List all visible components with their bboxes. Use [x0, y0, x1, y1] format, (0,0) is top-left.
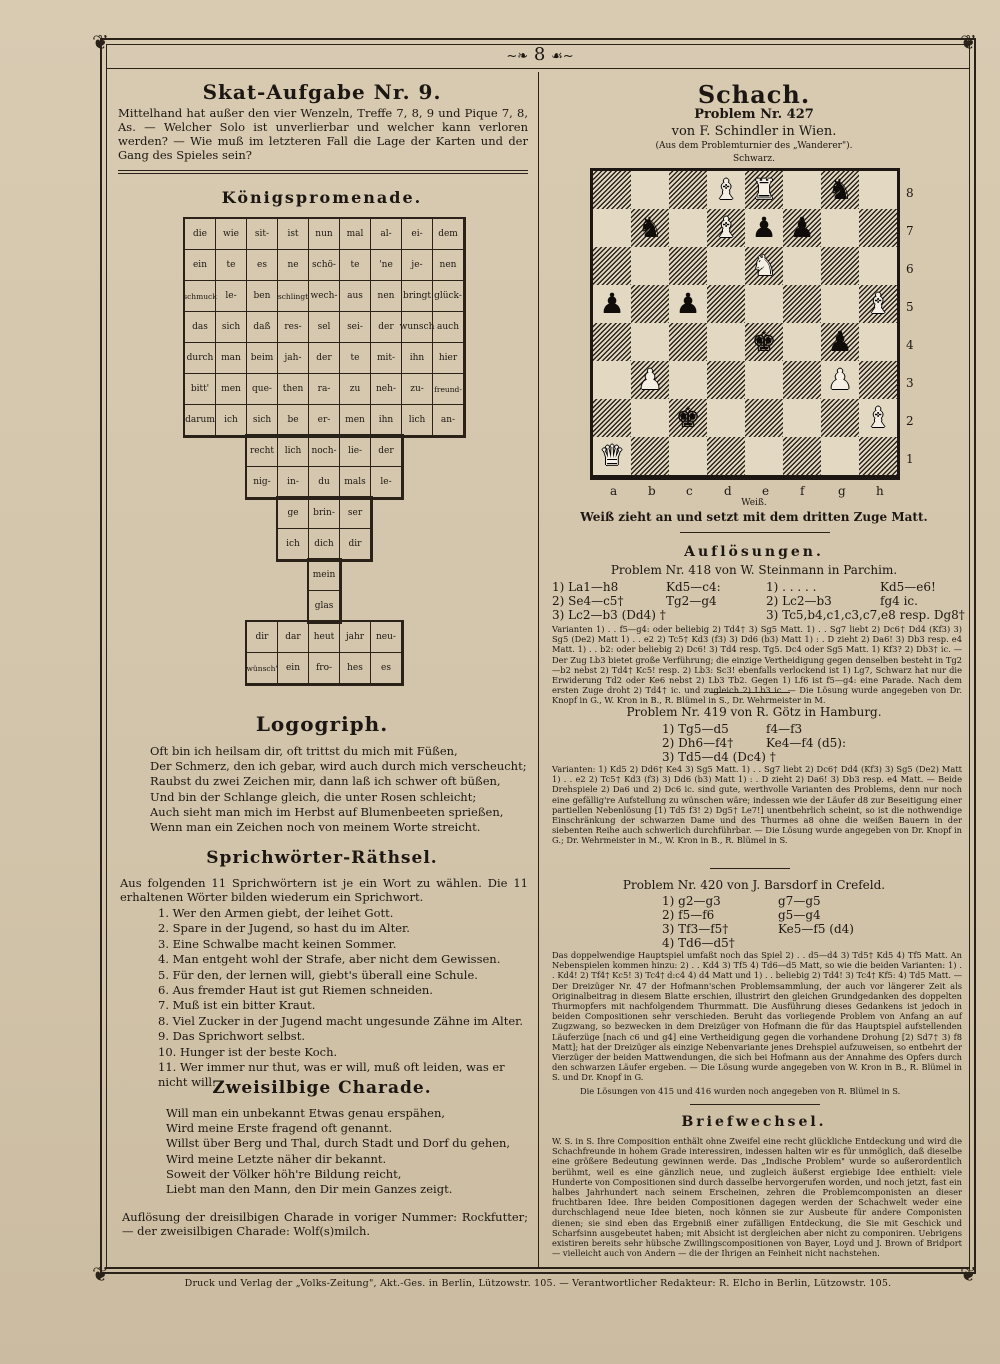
black-label: Schwarz.	[733, 154, 775, 164]
square-d3	[707, 361, 745, 399]
problem-source: (Aus dem Problemturnier des „Wanderer").	[655, 141, 853, 151]
solution-move: f4—f3	[766, 722, 803, 736]
square-g1	[821, 437, 859, 475]
chess-piece-c5-icon: ♟	[675, 287, 701, 320]
kp-cell: sit-	[246, 218, 278, 250]
sprichwort-item: 11. Wer immer nur thut, was er will, muß oft leiden, was er nicht will.	[158, 1060, 505, 1090]
sprichwort-item: 4. Man entgeht wohl der Strafe, aber nicht dem Gewissen.	[158, 952, 501, 967]
square-e4	[745, 323, 783, 361]
kp-cell: heut	[308, 621, 340, 653]
corner-ornament-icon: ❦	[960, 1262, 977, 1286]
square-f8	[783, 171, 821, 209]
kp-cell: nig-	[246, 466, 278, 498]
kp-cell: res-	[277, 311, 309, 343]
square-e1	[745, 437, 783, 475]
square-f1	[783, 437, 821, 475]
solution-move: fg4 ic.	[880, 594, 918, 608]
kp-cell: dem	[432, 218, 464, 250]
p418-note: Varianten 1) . . f5—g4: oder beliebig 2) Td4† 3) Sg5 Matt. 1) . . Sg7 liebt 2) Dc6† Dd4 (Kf3) 3) Sg5 (De2) Matt 1) . . e2 2) Tc5† Kd3 (f3) 3) Dd6 (b3) Matt 1) : . D zieht 2) Da6! 3) Db3 resp. e4 Matt. 1) . . b2: oder beliebig 2) Dc6! 3) Td4 resp. Tg5. Dc4 oder Sg5 Matt. 1) Kf3? 2) Db3† ic. — Der Zug Lb3 bietet große Verführung; die einzige Vertheidigung gegen denselben besteht in Tg2—b2 nebst 2) Td4† Kc5! resp. 2) Lb3: Sc3! ebenfalls verlockend ist 1) Lg7, Schwarz hat nur die Erwiderung Td2 oder Ke6 nebst 2) Lb3 Tb2. Gegen 1) Lf6 ist f5—g4: eine Parade. Nach dem ersten Zuge droht 2) Td4† ic. und zugleich 2) Lb3 ic. — Die Lösung wurde angegeben von Dr. Knopf in G., W. Kron in B., R. Blümel in S., Dr. Wehrmeister in M.	[552, 624, 962, 706]
chess-piece-g8-icon: ♞	[827, 173, 853, 206]
kp-cell: men	[339, 404, 371, 436]
skat-text: Mittelhand hat außer den vier Wenzeln, Treffe 7, 8, 9 und Pique 7, 8, As. — Welcher Solo ist unverlierbar und welcher kann verloren werden? — Wie muß im letzteren Fall die Lage der Karten und der Gang des Spieles sein?	[118, 106, 528, 162]
kp-cell: fro-	[308, 652, 340, 684]
square-b6	[631, 247, 669, 285]
charade-line: Soweit der Völker höh're Bildung reicht,	[166, 1166, 402, 1181]
kp-cell: die	[184, 218, 216, 250]
right-ornament-icon: ☙~	[551, 49, 574, 64]
kp-cell: ra-	[308, 373, 340, 405]
kp-cell: es	[370, 652, 402, 684]
charade-line: Wird meine Letzte näher dir bekannt.	[166, 1151, 387, 1166]
charade-solution: Auflösung der dreisilbigen Charade in voriger Nummer: Rockfutter; — der zweisilbigen Charade: Wolf(s)milch.	[122, 1210, 528, 1238]
kp-cell: ist	[277, 218, 309, 250]
chess-piece-b7-icon: ♞	[637, 211, 663, 244]
square-a5	[593, 285, 631, 323]
solution-move: 3) Lc2—b3 (Dd4) †	[552, 608, 666, 622]
kp-cell: recht	[246, 435, 278, 467]
problem-task: Weiß zieht an und setzt mit dem dritten Zuge Matt.	[580, 510, 928, 524]
solution-move: g5—g4	[778, 908, 821, 922]
koenigspromenade-title: Königspromenade.	[221, 188, 423, 207]
sprichwort-item: 8. Viel Zucker in der Jugend macht ungesunde Zähne im Alter.	[158, 1013, 524, 1028]
sprichwort-item: 3. Eine Schwalbe macht keinen Sommer.	[158, 936, 397, 951]
kp-cell: le-	[370, 466, 402, 498]
square-e2	[745, 399, 783, 437]
aufloesungen-title: Auflösungen.	[684, 544, 824, 560]
square-a8	[593, 171, 631, 209]
square-e7	[745, 209, 783, 247]
square-a2	[593, 399, 631, 437]
sprichwort-title: Sprichwörter-Räthsel.	[206, 848, 438, 868]
rank-label: 7	[906, 224, 914, 238]
file-label: e	[762, 484, 770, 498]
kp-cell: te	[339, 342, 371, 374]
square-c3	[669, 361, 707, 399]
kp-cell: dich	[308, 528, 340, 560]
header-rule	[106, 68, 970, 69]
kp-cell: dir	[339, 528, 371, 560]
logogriph-poem	[150, 744, 528, 835]
p419-note: Varianten: 1) Kd5 2) Dd6† Ke4 3) Sg5 Matt. 1) . . Sg7 liebt 2) Dc6† Dd4 (Kf3) 3) Sg5 (De2) Matt 1) . . e2 2) Tc5† Kd3 (f3) 3) Dd6 (b3) Matt 1) : . D zieht 2) Da6! 3) Db3 resp. e4 Matt. — Beide Drehspiele 2) Da6 und 2) Dc6 ic. sind gute, werthvolle Varianten des Problems, denn nur noch eine gefällig're Aufstellung zu wünschen wäre; indessen wie der Läufer d8 zur Beseitigung einer partiellen Nebenlösung [1) Td5 f3! 2) Dg5† Le7!] unentbehrlich scheint, so ist die nothwendige Einschränkung der schwarzen Dame und des Thurmes a8 ohne die weißen Bauern in der siebenten Reihe auch schwerlich durchführbar. — Die Lösung wurde angegeben von Dr. Knopf in G.; Dr. Wehrmeister in M., W. Kron in B., R. Blümel in S.	[552, 764, 962, 846]
kp-cell: der	[370, 311, 402, 343]
file-label: a	[610, 484, 618, 498]
square-c1	[669, 437, 707, 475]
chess-piece-h5-icon: ♝	[865, 287, 891, 320]
file-label: b	[648, 484, 656, 498]
rank-label: 2	[906, 414, 914, 428]
square-h7	[859, 209, 897, 247]
charade-title: Zweisilbige Charade.	[212, 1078, 432, 1098]
square-b5	[631, 285, 669, 323]
sprichwort-intro: Aus folgenden 11 Sprichwörtern ist je ein Wort zu wählen. Die 11 erhaltenen Wörter bilden wiederum ein Sprichwort.	[120, 876, 528, 904]
schach-title: Schach.	[697, 80, 811, 109]
kp-cell: zu-	[401, 373, 433, 405]
solution-move: 1) g2—g3	[662, 894, 721, 908]
square-e5	[745, 285, 783, 323]
rank-label: 4	[906, 338, 914, 352]
square-h3	[859, 361, 897, 399]
kp-cell: jahr	[339, 621, 371, 653]
square-e3	[745, 361, 783, 399]
kp-cell: je-	[401, 249, 433, 281]
kp-cell: hier	[432, 342, 464, 374]
square-b7	[631, 209, 669, 247]
file-label: f	[800, 484, 805, 498]
square-d1	[707, 437, 745, 475]
footer-rule	[106, 1268, 970, 1269]
kp-cell: 'ne	[370, 249, 402, 281]
kp-cell: hes	[339, 652, 371, 684]
kp-cell: mit-	[370, 342, 402, 374]
sprichwort-item: 9. Das Sprichwort selbst.	[158, 1029, 305, 1044]
solution-move: 2) Dh6—f4†	[662, 736, 734, 750]
chess-piece-b3-icon: ♟	[637, 363, 663, 396]
kp-cell: ser	[339, 497, 371, 529]
square-e8	[745, 171, 783, 209]
square-a6	[593, 247, 631, 285]
kp-cell: jah-	[277, 342, 309, 374]
kp-cell: then	[277, 373, 309, 405]
kp-cell: al-	[370, 218, 402, 250]
solution-move: 3) Td5—d4 (Dc4) †	[662, 750, 776, 764]
square-d6	[707, 247, 745, 285]
charade-line: Liebt man den Mann, den Dir mein Ganzes zeigt.	[166, 1182, 453, 1197]
rank-label: 6	[906, 262, 914, 276]
kp-outline	[245, 620, 404, 686]
kp-cell: ich	[277, 528, 309, 560]
square-f2	[783, 399, 821, 437]
square-b8	[631, 171, 669, 209]
chess-piece-a1-icon: ♛	[599, 439, 625, 472]
kp-cell: man	[215, 342, 247, 374]
problem-number: Problem Nr. 427	[694, 107, 814, 122]
chess-piece-e7-icon: ♟	[751, 211, 777, 244]
square-c5	[669, 285, 707, 323]
rule	[680, 532, 830, 533]
square-c8	[669, 171, 707, 209]
logogriph-line: Der Schmerz, den ich gebar, wird auch durch mich verscheucht;	[150, 759, 527, 774]
square-g3	[821, 361, 859, 399]
square-g2	[821, 399, 859, 437]
kp-cell: sich	[215, 311, 247, 343]
solution-move: 4) Td6—d5†	[662, 936, 735, 950]
square-h1	[859, 437, 897, 475]
kp-cell: lich	[401, 404, 433, 436]
chess-piece-f7-icon: ♟	[789, 211, 815, 244]
kp-cell: nen	[432, 249, 464, 281]
solution-move: 3) Tc5,b4,c1,c3,c7,e8 resp. Dg8†	[766, 608, 965, 622]
p420-note: Das doppelwendige Hauptspiel umfaßt noch das Spiel 2) . . d5—d4 3) Td5† Kd5 4) Tf5 Matt. An Nebenspielen kommen hinzu: 2) . . Kd4 3) Tf5 4) Td6—d5 Matt, so wie die beiden Varianten: 1) . . Kd4! 2) Tf4† Kc5! 3) Tc4† d:c4 4) d4 Matt und 1) . . beliebig 2) Td4! 3) Tc4† Kf5: 4) Td5 Matt. — Der Dreizüger Nr. 47 der Hofmann'schen Problemsammlung, der auch vor längerer Zeit als Originalbeitrag in diesem Blatte erschien, illustrirt den gleichen Grundgedanken des doppelten Thurmopfers mit nachfolgendem Thurmmatt. Die Ausführung dieses Gedankens ist jedoch in beiden Compositionen sehr verschieden. Beruht das vorliegende Problem von Anfang an auf Zugzwang, so bezwecken in dem Dreizüger von Hofmann die für das Hauptspiel aufstellenden Läuferzüge [nach c6 und g4] eine Vertheidigung gegen die vorhandene Drohung [2) Sd7† 3) f8 Matt]; hat der Dreizüger als einzige Nebenvariante jenes Drehspiel aufzuweisen, so entbehrt der Vierzüger der beiden Mattwendungen, die sich bei Hofmann aus der Annahme des Opfers durch den schwarzen Läufer ergeben. — Die Lösung wurde angegeben von W. Kron in B., R. Blümel in S. und Dr. Knopf in G.	[552, 950, 962, 1083]
kp-cell: be	[277, 404, 309, 436]
kp-cell: aus	[339, 280, 371, 312]
sprichwort-list	[158, 906, 528, 1091]
kp-cell: das	[184, 311, 216, 343]
kp-cell: sei-	[339, 311, 371, 343]
kp-cell: sel	[308, 311, 340, 343]
square-d4	[707, 323, 745, 361]
solution-move: 1) Tg5—d5	[662, 722, 729, 736]
skat-title: Skat-Aufgabe Nr. 9.	[202, 80, 442, 104]
square-h2	[859, 399, 897, 437]
kp-cell: brin-	[308, 497, 340, 529]
sprichwort-item: 10. Hunger ist der beste Koch.	[158, 1044, 338, 1059]
kp-cell: der	[308, 342, 340, 374]
solution-move: Kd5—e6!	[880, 580, 936, 594]
logogriph-line: Raubst du zwei Zeichen mir, dann laß ich schwer oft büßen,	[150, 774, 501, 789]
square-b1	[631, 437, 669, 475]
kp-cell: schö-	[308, 249, 340, 281]
solution-move: Kd5—c4:	[666, 580, 721, 594]
square-g8	[821, 171, 859, 209]
kp-cell: an-	[432, 404, 464, 436]
sprichwort-item: 2. Spare in der Jugend, so hast du im Alter.	[158, 921, 410, 936]
kp-cell: daß	[246, 311, 278, 343]
kp-cell: ei-	[401, 218, 433, 250]
rule	[118, 170, 528, 171]
kp-cell: ein	[184, 249, 216, 281]
kp-cell: schmuck	[184, 280, 216, 312]
kp-cell: ihn	[370, 404, 402, 436]
kp-cell: schlingt	[277, 280, 309, 312]
briefwechsel-text: W. S. in S. Ihre Composition enthält ohne Zweifel eine recht glückliche Entdeckung und wird die Schachfreunde in hohem Grade interessiren, indessen halten wir es für unmöglich, daß dieselbe eine größere Bedeutung gewinnen werde. Das „Indische Problem" wurde so außerordentlich berühmt, weil es eine gänzlich neue, und zugleich äußerst ergiebige Idee enthielt: viele Hunderte von Compositionen sind durch dasselbe hervorgerufen worden, und noch jetzt, fast ein halbes Jahrhundert nach seinem Erscheinen, zehren die Problemcomponisten an dieser fruchtbaren Idee. Ihre beiden Compositionen dagegen werden der Schachwelt weder eine durchschlagend neue Idee bieten, noch können sie zur Ausbeute für andere Componisten dienen; sie sind eben das Ergebniß einer zufälligen Entdeckung, die Sie mit Geschick und Scharfsinn ausgebeutet haben; mit Absicht ist dergleichen aber nicht zu componiren. Uebrigens existiren bereits sehr hübsche Zwillingscompositionen von Bayer, Loyd und J. Brown of Bridport — vielleicht auch von Andern — die der Ihrigen an Feinheit nicht nachstehen.	[552, 1136, 962, 1259]
solution-move: 2) Se4—c5†	[552, 594, 624, 608]
square-f3	[783, 361, 821, 399]
square-f4	[783, 323, 821, 361]
corner-ornament-icon: ❦	[92, 1262, 109, 1286]
file-label: g	[838, 484, 846, 498]
rule	[118, 173, 528, 174]
kp-outline	[307, 558, 342, 624]
solution-move: 1) La1—h8	[552, 580, 619, 594]
kp-cell: te	[339, 249, 371, 281]
kp-cell: wünsch'	[246, 652, 278, 684]
logogriph-line: Wenn man ein Zeichen noch von meinem Worte streicht.	[150, 820, 481, 835]
kp-cell: bringt	[401, 280, 433, 312]
sprichwort-item: 6. Aus fremder Haut ist gut Riemen schneiden.	[158, 983, 433, 998]
kp-cell: noch-	[308, 435, 340, 467]
chess-piece-g4-icon: ♟	[827, 325, 853, 358]
kp-cell: nun	[308, 218, 340, 250]
kp-cell: du	[308, 466, 340, 498]
chess-piece-h2-icon: ♝	[865, 401, 891, 434]
file-label: d	[724, 484, 732, 498]
kp-cell: auch	[432, 311, 464, 343]
square-c7	[669, 209, 707, 247]
solution-move: Tg2—g4	[666, 594, 717, 608]
corner-ornament-icon: ❦	[960, 30, 977, 54]
sprichwort-item: 1. Wer den Armen giebt, der leihet Gott.	[158, 906, 394, 920]
solution-move: 3) Tf3—f5†	[662, 922, 729, 936]
problem-author: von F. Schindler in Wien.	[671, 124, 837, 139]
rank-label: 1	[906, 452, 914, 466]
square-a3	[593, 361, 631, 399]
column-divider	[538, 72, 539, 1268]
kp-cell: ich	[215, 404, 247, 436]
kp-cell: glas	[308, 590, 340, 622]
kp-cell: dar	[277, 621, 309, 653]
square-b4	[631, 323, 669, 361]
chess-piece-d7-icon: ♝	[713, 211, 739, 244]
kp-cell: ihn	[401, 342, 433, 374]
solution-move: 1) . . . . .	[766, 580, 817, 594]
chess-piece-e8-icon: ♜	[751, 173, 777, 206]
square-f7	[783, 209, 821, 247]
kp-cell: que-	[246, 373, 278, 405]
chess-piece-d8-icon: ♝	[713, 173, 739, 206]
kp-cell: le-	[215, 280, 247, 312]
kp-cell: er-	[308, 404, 340, 436]
kp-cell: wunsch	[401, 311, 433, 343]
square-h8	[859, 171, 897, 209]
square-a1	[593, 437, 631, 475]
kp-cell: ein	[277, 652, 309, 684]
logogriph-line: Oft bin ich heilsam dir, oft trittst du mich mit Füßen,	[150, 744, 458, 758]
kp-cell: lie-	[339, 435, 371, 467]
p418-title: Problem Nr. 418 von W. Steinmann in Parchim.	[610, 563, 898, 577]
logogriph-title: Logogriph.	[255, 712, 389, 736]
kp-cell: zu	[339, 373, 371, 405]
kp-cell: durch	[184, 342, 216, 374]
kp-cell: es	[246, 249, 278, 281]
square-c6	[669, 247, 707, 285]
solution-move: 2) Lc2—b3	[766, 594, 832, 608]
rule	[710, 868, 790, 869]
rank-label: 5	[906, 300, 914, 314]
rank-label: 8	[906, 186, 914, 200]
square-g6	[821, 247, 859, 285]
p420-note2: Die Lösungen von 415 und 416 wurden noch angegeben von R. Blümel in S.	[580, 1086, 901, 1096]
chess-piece-g3-icon: ♟	[827, 363, 853, 396]
kp-cell: glück-	[432, 280, 464, 312]
square-a7	[593, 209, 631, 247]
square-a4	[593, 323, 631, 361]
kp-cell: beim	[246, 342, 278, 374]
kp-cell: lich	[277, 435, 309, 467]
charade-line: Wird meine Erste fragend oft genannt.	[166, 1121, 393, 1136]
white-label: Weiß.	[741, 498, 767, 508]
file-label: h	[876, 484, 884, 498]
kp-cell: te	[215, 249, 247, 281]
square-d5	[707, 285, 745, 323]
sprichwort-item: 7. Muß ist ein bitter Kraut.	[158, 998, 316, 1013]
kp-cell: wie	[215, 218, 247, 250]
logogriph-line: Und bin der Schlange gleich, die unter Rosen schleicht;	[150, 789, 477, 804]
kp-cell: ge	[277, 497, 309, 529]
chess-piece-e4-icon: ♚	[751, 325, 777, 358]
kp-cell: sich	[246, 404, 278, 436]
kp-cell: mein	[308, 559, 340, 591]
logogriph-line: Auch sieht man mich im Herbst auf Blumenbeeten sprießen,	[150, 804, 504, 819]
square-d2	[707, 399, 745, 437]
kp-cell: neu-	[370, 621, 402, 653]
square-g4	[821, 323, 859, 361]
charade-line: Will man ein unbekannt Etwas genau erspähen,	[166, 1106, 446, 1120]
kp-cell: ben	[246, 280, 278, 312]
kp-cell: mal	[339, 218, 371, 250]
rank-label: 3	[906, 376, 914, 390]
square-d7	[707, 209, 745, 247]
square-f5	[783, 285, 821, 323]
rule	[690, 1104, 820, 1105]
charade-poem	[166, 1106, 528, 1197]
kp-cell: freund-	[432, 373, 464, 405]
kp-outline	[276, 496, 373, 562]
kp-cell: bitt'	[184, 373, 216, 405]
kp-cell: nen	[370, 280, 402, 312]
p419-title: Problem Nr. 419 von R. Götz in Hamburg.	[626, 705, 882, 719]
solution-move: Ke5—f5 (d4)	[778, 922, 854, 936]
square-b3	[631, 361, 669, 399]
file-label: c	[686, 484, 693, 498]
chess-piece-c2-icon: ♚	[675, 401, 701, 434]
square-e6	[745, 247, 783, 285]
square-h4	[859, 323, 897, 361]
sprichwort-item: 5. Für den, der lernen will, giebt's überall eine Schule.	[158, 967, 478, 982]
solution-move: 2) f5—f6	[662, 908, 715, 922]
square-c4	[669, 323, 707, 361]
square-d8	[707, 171, 745, 209]
kp-cell: neh-	[370, 373, 402, 405]
kp-cell: ne	[277, 249, 309, 281]
charade-line: Willst über Berg und Thal, durch Stadt und Dorf du gehen,	[166, 1136, 511, 1151]
square-h5	[859, 285, 897, 323]
chess-piece-a5-icon: ♟	[599, 287, 625, 320]
p420-title: Problem Nr. 420 von J. Barsdorf in Crefeld.	[622, 878, 886, 892]
kp-cell: wech-	[308, 280, 340, 312]
square-g7	[821, 209, 859, 247]
kp-cell: mals	[339, 466, 371, 498]
chess-piece-e6-icon: ♞	[751, 249, 777, 282]
imprint-footer: Druck und Verlag der „Volks-Zeitung", Akt.-Ges. in Berlin, Lützowstr. 105. — Verantwortlicher Redakteur: R. Elcho in Berlin, Lützowstr. 105.	[184, 1278, 892, 1289]
kp-cell: dir	[246, 621, 278, 653]
chess-board	[590, 168, 900, 480]
briefwechsel-title: Briefwechsel.	[681, 1114, 827, 1130]
square-c2	[669, 399, 707, 437]
page-number: ~❧ 8 ☙~	[506, 44, 574, 65]
kp-outline	[183, 217, 466, 438]
rule	[710, 692, 790, 693]
square-h6	[859, 247, 897, 285]
square-b2	[631, 399, 669, 437]
square-f6	[783, 247, 821, 285]
corner-ornament-icon: ❦	[92, 30, 109, 54]
solution-move: g7—g5	[778, 894, 821, 908]
kp-cell: in-	[277, 466, 309, 498]
kp-cell: darum	[184, 404, 216, 436]
kp-cell: men	[215, 373, 247, 405]
solution-move: Ke4—f4 (d5):	[766, 736, 846, 750]
left-ornament-icon: ~❧	[506, 49, 529, 64]
kp-outline	[245, 434, 404, 500]
square-g5	[821, 285, 859, 323]
kp-cell: der	[370, 435, 402, 467]
